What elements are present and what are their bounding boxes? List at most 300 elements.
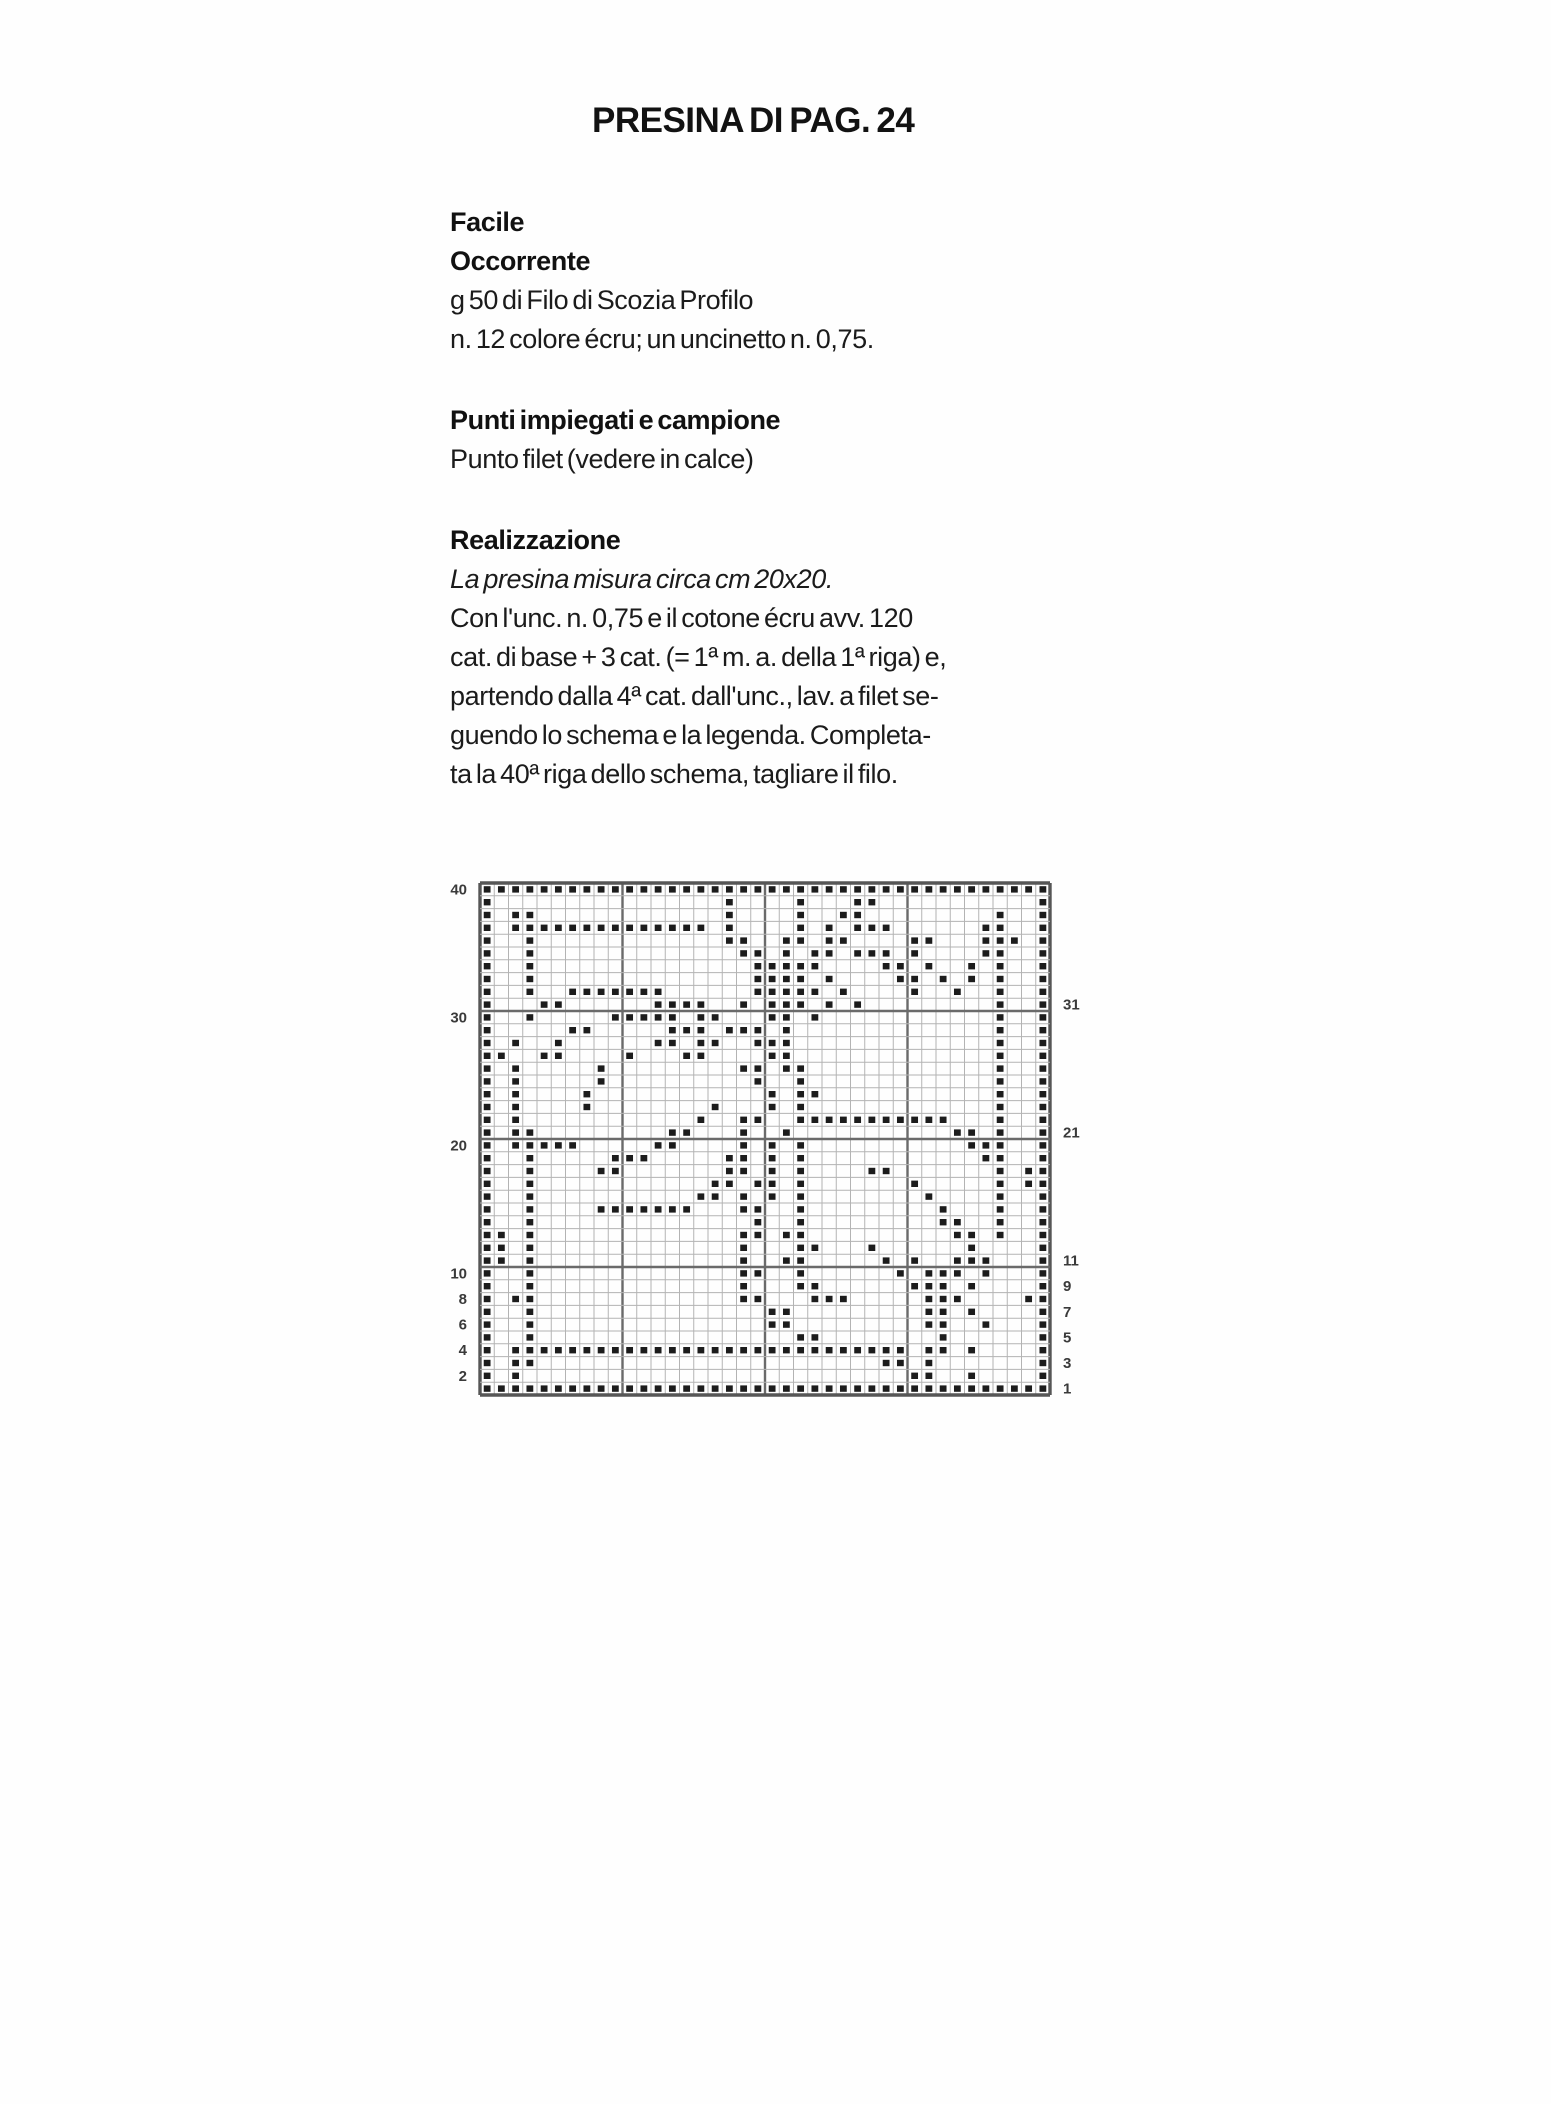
chart-dot [484,1360,491,1366]
chart-dot [640,1347,647,1353]
chart-dot [840,1296,847,1302]
chart-dot [982,1321,989,1327]
chart-dot [1039,963,1046,969]
row-number-label: 5 [1063,1329,1072,1347]
chart-dot [797,1193,804,1199]
chart-dot [997,886,1004,892]
section-making [450,521,1090,794]
chart-dot [484,1181,491,1187]
chart-dot [740,1193,747,1199]
chart-dot [754,1078,761,1084]
chart-dot [911,1257,918,1263]
row-number-label: 3 [1063,1355,1072,1372]
chart-dot [484,937,491,943]
chart-dot [868,1117,875,1123]
chart-dot [769,1040,776,1046]
chart-dot [1039,1078,1046,1084]
chart-dot [484,950,491,956]
chart-dot [754,886,761,892]
difficulty-heading: Facile [450,207,525,237]
row-number-label: 4 [458,1342,467,1360]
chart-dot [655,1206,662,1212]
chart-dot [484,925,491,931]
chart-dot [740,1270,747,1276]
chart-dot [484,1232,491,1238]
chart-dot [683,1053,690,1059]
chart-dot [726,899,733,905]
chart-dot [783,1027,790,1033]
chart-dot [811,1385,818,1391]
chart-dot [526,1142,533,1148]
chart-dot [484,963,491,969]
chart-dot [740,886,747,892]
chart-dot [940,1385,947,1391]
chart-dot [526,1385,533,1391]
chart-dot [982,1142,989,1148]
chart-dot [712,1014,719,1020]
chart-dot [526,1129,533,1135]
chart-dot [484,1155,491,1161]
pattern-text-block [450,203,1090,794]
chart-dot [555,1385,562,1391]
chart-dot [911,950,918,956]
chart-dot [626,1347,633,1353]
chart-dot [1025,886,1032,892]
chart-dot [754,1347,761,1353]
chart-dot [754,976,761,982]
chart-dot [598,1206,605,1212]
chart-dot [484,1129,491,1135]
page-title: PRESINA DI PAG. 24 [592,101,915,140]
section-difficulty-materials [450,203,1090,359]
chart-dot [526,1321,533,1327]
chart-dot [754,1296,761,1302]
chart-dot [569,886,576,892]
chart-dot [754,1181,761,1187]
chart-dot [583,989,590,995]
chart-dot [883,886,890,892]
chart-dot [484,1385,491,1391]
chart-dot [669,1129,676,1135]
chart-dot [626,1053,633,1059]
chart-dot [811,886,818,892]
chart-dot [541,1001,548,1007]
chart-dot [512,1347,519,1353]
chart-dot [484,1014,491,1020]
chart-dot [797,1257,804,1263]
chart-dot [669,1001,676,1007]
chart-dot [683,1129,690,1135]
chart-dot [826,950,833,956]
chart-dot [968,1385,975,1391]
chart-dot [1025,1181,1032,1187]
chart-dot [1039,1181,1046,1187]
chart-dot [1011,1385,1018,1391]
chart-dot [598,1078,605,1084]
chart-dot [868,1245,875,1251]
chart-dot [797,899,804,905]
chart-dot [484,1027,491,1033]
chart-dot [526,1219,533,1225]
chart-dot [811,1334,818,1340]
chart-dot [797,886,804,892]
chart-dot [512,1129,519,1135]
stitches-heading: Punti impiegati e campione [450,405,781,435]
chart-dot [982,937,989,943]
chart-dot [769,1001,776,1007]
chart-dot [783,1309,790,1315]
chart-dot [968,1283,975,1289]
chart-dot [769,1321,776,1327]
chart-dot [1039,1027,1046,1033]
chart-dot [997,1027,1004,1033]
chart-dot [997,989,1004,995]
chart-dot [697,1193,704,1199]
chart-dot [484,1193,491,1199]
chart-dot [726,886,733,892]
chart-dot [697,1053,704,1059]
chart-dot [555,1040,562,1046]
chart-dot [598,1347,605,1353]
chart-dot [954,1129,961,1135]
chart-dot [612,1014,619,1020]
chart-dot [569,1385,576,1391]
chart-dot [982,1257,989,1263]
chart-dot [925,1373,932,1379]
chart-dot [954,1296,961,1302]
chart-dot [769,1385,776,1391]
chart-dot [868,886,875,892]
chart-dot [640,1014,647,1020]
materials-line: g 50 di Filo di Scozia Profilo [450,285,754,315]
chart-dot [954,1385,961,1391]
chart-dot [740,1142,747,1148]
chart-dot [640,925,647,931]
chart-dot [555,1053,562,1059]
chart-dot [940,1334,947,1340]
chart-dot [683,1001,690,1007]
chart-dot [712,886,719,892]
chart-dot [982,950,989,956]
chart-dot [526,963,533,969]
chart-dot [569,1142,576,1148]
chart-dot [669,925,676,931]
chart-dot [911,937,918,943]
chart-dot [1039,1321,1046,1327]
chart-dot [526,1155,533,1161]
chart-dot [512,1078,519,1084]
chart-dot [997,1219,1004,1225]
chart-dot [1025,1168,1032,1174]
chart-dot [911,989,918,995]
chart-dot [783,1040,790,1046]
chart-dot [526,1232,533,1238]
chart-dot [925,1321,932,1327]
chart-dot [1039,1155,1046,1161]
chart-dot [640,1206,647,1212]
chart-dot [925,1270,932,1276]
chart-dot [811,1245,818,1251]
chart-dot [526,1296,533,1302]
chart-dot [484,1168,491,1174]
chart-dot [484,1347,491,1353]
chart-dot [484,1206,491,1212]
chart-dot [484,1257,491,1263]
chart-dot [783,989,790,995]
chart-dot [740,1257,747,1263]
chart-dot [484,976,491,982]
chart-dot [583,1347,590,1353]
chart-dot [997,1078,1004,1084]
chart-dot [697,1385,704,1391]
chart-dot [968,1347,975,1353]
chart-dot [526,1014,533,1020]
chart-dot [783,1232,790,1238]
chart-dot [982,1270,989,1276]
chart-dot [997,1168,1004,1174]
chart-dot [598,886,605,892]
chart-dot [697,886,704,892]
chart-dot [640,1385,647,1391]
chart-dot [1039,1053,1046,1059]
chart-dot [783,1129,790,1135]
chart-dot [769,1142,776,1148]
chart-dot [512,1091,519,1097]
chart-dot [1039,1334,1046,1340]
chart-dot [726,925,733,931]
chart-dot [655,1014,662,1020]
making-line: cat. di base + 3 cat. (= 1ª m. a. della 1ª riga) e, [450,642,947,672]
chart-dot [484,1309,491,1315]
chart-dot [726,912,733,918]
chart-dot [526,976,533,982]
chart-dot [811,1091,818,1097]
chart-dot [655,925,662,931]
chart-dot [911,1181,918,1187]
chart-dot [968,1257,975,1263]
chart-dot [940,1206,947,1212]
chart-dot [783,1053,790,1059]
chart-dot [555,886,562,892]
chart-dot [826,1117,833,1123]
chart-dot [612,1168,619,1174]
chart-dot [925,937,932,943]
chart-dot [826,1347,833,1353]
chart-dot [526,1181,533,1187]
chart-dot [512,1104,519,1110]
chart-dot [612,886,619,892]
chart-dot [754,1040,761,1046]
chart-dot [840,1385,847,1391]
chart-dot [754,1270,761,1276]
chart-dot [754,950,761,956]
chart-dot [897,963,904,969]
chart-dot [555,925,562,931]
chart-dot [982,1155,989,1161]
chart-dot [697,1001,704,1007]
making-size-line: La presina misura circa cm 20x20. [450,564,833,594]
chart-dot [484,886,491,892]
row-number-label: 1 [1063,1380,1072,1398]
chart-dot [612,1206,619,1212]
chart-dot [740,1283,747,1289]
chart-dot [940,1296,947,1302]
chart-dot [797,1245,804,1251]
chart-dot [1039,1257,1046,1263]
chart-dot [997,950,1004,956]
chart-dot [1039,1283,1046,1289]
chart-dot [683,1385,690,1391]
chart-dot [940,1309,947,1315]
chart-dot [783,1014,790,1020]
chart-dot [854,899,861,905]
chart-dot [612,1385,619,1391]
chart-dot [754,1232,761,1238]
chart-dot [626,1206,633,1212]
chart-dot [498,1385,505,1391]
chart-dot [740,1001,747,1007]
chart-dot [897,1360,904,1366]
chart-dot [968,1129,975,1135]
chart-dot [526,912,533,918]
chart-dot [1039,1091,1046,1097]
chart-dot [626,886,633,892]
chart-dot [484,1142,491,1148]
chart-dot [783,1001,790,1007]
chart-dot [484,1104,491,1110]
chart-dot [526,937,533,943]
chart-dot [612,989,619,995]
chart-dot [840,1117,847,1123]
chart-dot [997,937,1004,943]
chart-dot [868,925,875,931]
chart-dot [811,1014,818,1020]
chart-dot [1039,1270,1046,1276]
chart-dot [541,1142,548,1148]
chart-dot [769,976,776,982]
chart-dot [541,1347,548,1353]
chart-dot [726,1168,733,1174]
chart-dot [968,1373,975,1379]
chart-dot [811,989,818,995]
chart-dot [797,912,804,918]
chart-dot [954,1232,961,1238]
chart-dot [697,1347,704,1353]
chart-dot [840,937,847,943]
chart-dot [1039,1309,1046,1315]
chart-dot [712,1193,719,1199]
chart-dot [883,925,890,931]
chart-dot [840,912,847,918]
row-number-label: 21 [1063,1124,1080,1142]
chart-dot [683,886,690,892]
chart-dot [769,989,776,995]
chart-dot [797,1334,804,1340]
row-number-label: 7 [1063,1303,1072,1321]
making-line: guendo lo schema e la legenda. Completa- [450,720,931,750]
chart-dot [740,1296,747,1302]
chart-dot [997,1091,1004,1097]
chart-dot [1039,1385,1046,1391]
chart-dot [783,976,790,982]
chart-dot [769,1155,776,1161]
chart-dot [854,950,861,956]
chart-dot [769,1181,776,1187]
chart-dot [526,1206,533,1212]
chart-dot [769,1193,776,1199]
chart-dot [997,1117,1004,1123]
chart-dot [997,1040,1004,1046]
chart-dot [1039,1168,1046,1174]
chart-dot [797,1270,804,1276]
chart-dot [1039,989,1046,995]
chart-dot [484,899,491,905]
chart-dot [997,1053,1004,1059]
chart-dot [569,989,576,995]
chart-dot [940,1347,947,1353]
chart-dot [569,1027,576,1033]
chart-dot [783,886,790,892]
chart-dot [925,886,932,892]
chart-dot [740,950,747,956]
chart-dot [740,1065,747,1071]
chart-dot [883,1168,890,1174]
chart-dot [797,1078,804,1084]
chart-dot [726,1385,733,1391]
chart-dot [526,989,533,995]
chart-dot [754,1219,761,1225]
row-number-label: 2 [458,1367,467,1385]
chart-dot [526,1347,533,1353]
chart-dot [968,976,975,982]
chart-dot [954,886,961,892]
chart-dot [655,1385,662,1391]
chart-dot [1039,976,1046,982]
chart-dot [968,886,975,892]
chart-dot [569,1347,576,1353]
row-number-label: 8 [458,1291,467,1308]
chart-dot [797,1001,804,1007]
chart-dot [797,1168,804,1174]
chart-dot [997,963,1004,969]
chart-dot [598,1065,605,1071]
chart-dot [512,925,519,931]
chart-dot [640,886,647,892]
chart-dot [740,1385,747,1391]
chart-dot [683,925,690,931]
chart-dot [740,1245,747,1251]
chart-dot [1039,950,1046,956]
chart-dot [1039,1373,1046,1379]
chart-dot [612,1155,619,1161]
chart-dot [484,1219,491,1225]
chart-dot [754,1065,761,1071]
chart-dot [797,925,804,931]
chart-dot [911,976,918,982]
chart-dot [1039,1142,1046,1148]
chart-dot [512,1117,519,1123]
chart-dot [484,1283,491,1289]
chart-dot [1039,1104,1046,1110]
chart-dot [498,1232,505,1238]
chart-dot [826,886,833,892]
chart-dot [697,1014,704,1020]
chart-dot [911,1283,918,1289]
chart-dot [783,1065,790,1071]
chart-dot [626,1014,633,1020]
chart-dot [826,1296,833,1302]
chart-dot [484,1296,491,1302]
